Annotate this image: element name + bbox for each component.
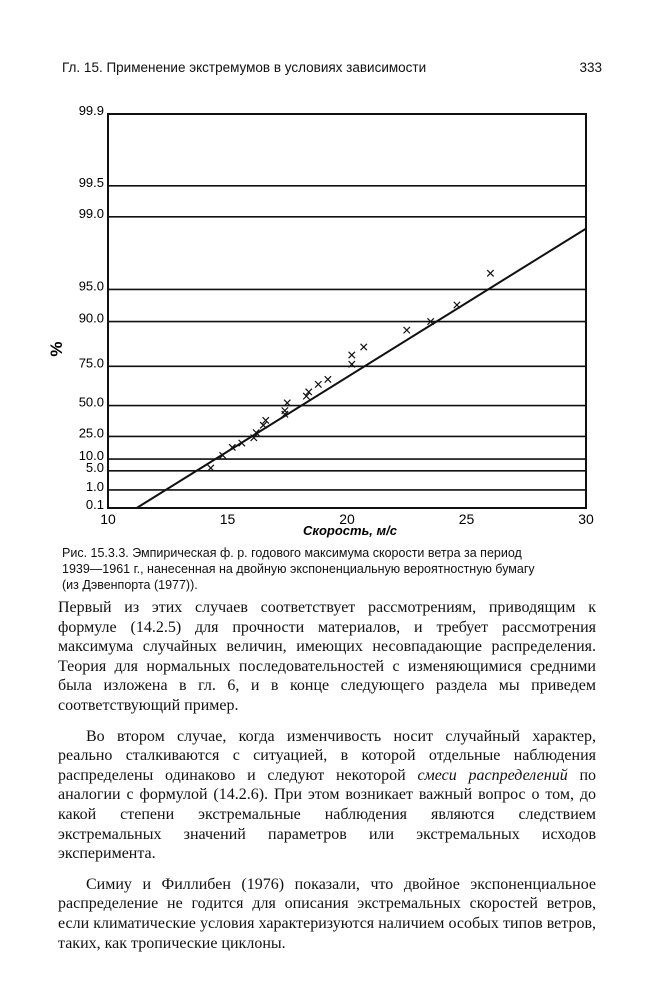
paragraph-3: Симиу и Филлибен (1976) показали, что двойное экспоненциальное распределение не годится для описания экстремальных скоростей ветров, если климатические условия характеризуются наличием особых типов ветров, таких, как тропические циклоны. xyxy=(58,875,596,952)
x-axis-label: Скорость, м/с xyxy=(303,523,397,538)
paragraph-2-part-b: по аналогии с формулой (14.2.6). При этом возникает важный вопрос о том, до какой степени экстремальные наблюдения являются следствием экстремальных значений параметров или экстремальных исходов эксперимента. xyxy=(58,766,596,863)
y-tick-labels xyxy=(79,103,104,512)
y-tick-label: 50.0 xyxy=(78,394,104,410)
y-tick-label: 90.0 xyxy=(78,310,104,326)
probability-chart xyxy=(40,96,600,541)
body-text xyxy=(58,598,596,964)
page-number: 333 xyxy=(579,60,602,75)
x-tick-label: 15 xyxy=(219,511,236,527)
data-point xyxy=(404,327,410,333)
plot-frame xyxy=(108,114,586,508)
figure-caption xyxy=(62,545,602,593)
data-point xyxy=(325,376,331,382)
data-points xyxy=(208,270,494,471)
y-tick-label: 1.0 xyxy=(85,478,104,494)
caption-line: 1939—1961 г., нанесенная на двойную экспоненциальную вероятностную бумагу xyxy=(62,562,535,576)
fit-line xyxy=(137,229,586,508)
caption-line: Рис. 15.3.3. Эмпирическая ф. р. годового максимума скорости ветра за период xyxy=(62,546,522,560)
y-tick-label: 10.0 xyxy=(78,448,104,464)
data-point xyxy=(315,381,321,387)
caption-line: (из Дэвенпорта (1977)). xyxy=(62,578,198,592)
y-tick-label: 99.5 xyxy=(78,174,104,190)
x-tick-label: 25 xyxy=(458,511,475,527)
y-tick-label: 95.0 xyxy=(78,278,104,294)
paragraph-2-part-a: Во втором случае, когда изменчивость носит случайный характер, реально сталкиваются с ситуацией, в которой отдельные наблюдения распределены одинаково и следуют некоторой xyxy=(58,727,596,784)
y-tick-label: 99.0 xyxy=(78,205,104,221)
paragraph-2 xyxy=(58,727,596,864)
x-tick-label: 30 xyxy=(578,511,594,527)
data-point xyxy=(282,407,288,413)
data-point xyxy=(487,270,493,276)
gridlines xyxy=(108,114,586,508)
paragraph-2-emphasis: смеси распределений xyxy=(417,766,568,784)
y-axis-label: % xyxy=(47,341,66,357)
paragraph-1: Первый из этих случаев соответствует рассмотрениям, приводящим к формуле (14.2.5) для прочности материалов, и требует рассмотрения максимума случайных величин, имеющих несовпадающие распределения. Теория для нормальных последовательностей с изменяющимися средними была изложена в гл. 6, и в конце следующего раздела мы приведем соответствующий пример. xyxy=(58,599,596,714)
y-tick-label: 5.0 xyxy=(85,459,104,475)
y-tick-label: 0.1 xyxy=(85,497,104,512)
page-header xyxy=(62,58,602,82)
y-tick-label: 75.0 xyxy=(78,355,104,371)
y-tick-label: 25.0 xyxy=(78,425,104,441)
y-tick-label: 99.9 xyxy=(78,103,104,118)
data-point xyxy=(361,344,367,350)
x-tick-label: 10 xyxy=(100,511,116,527)
data-point xyxy=(454,302,460,308)
running-title: Гл. 15. Применение экстремумов в условиях зависимости xyxy=(62,60,427,75)
data-point xyxy=(349,352,355,358)
x-tick-label: 20 xyxy=(339,511,355,527)
